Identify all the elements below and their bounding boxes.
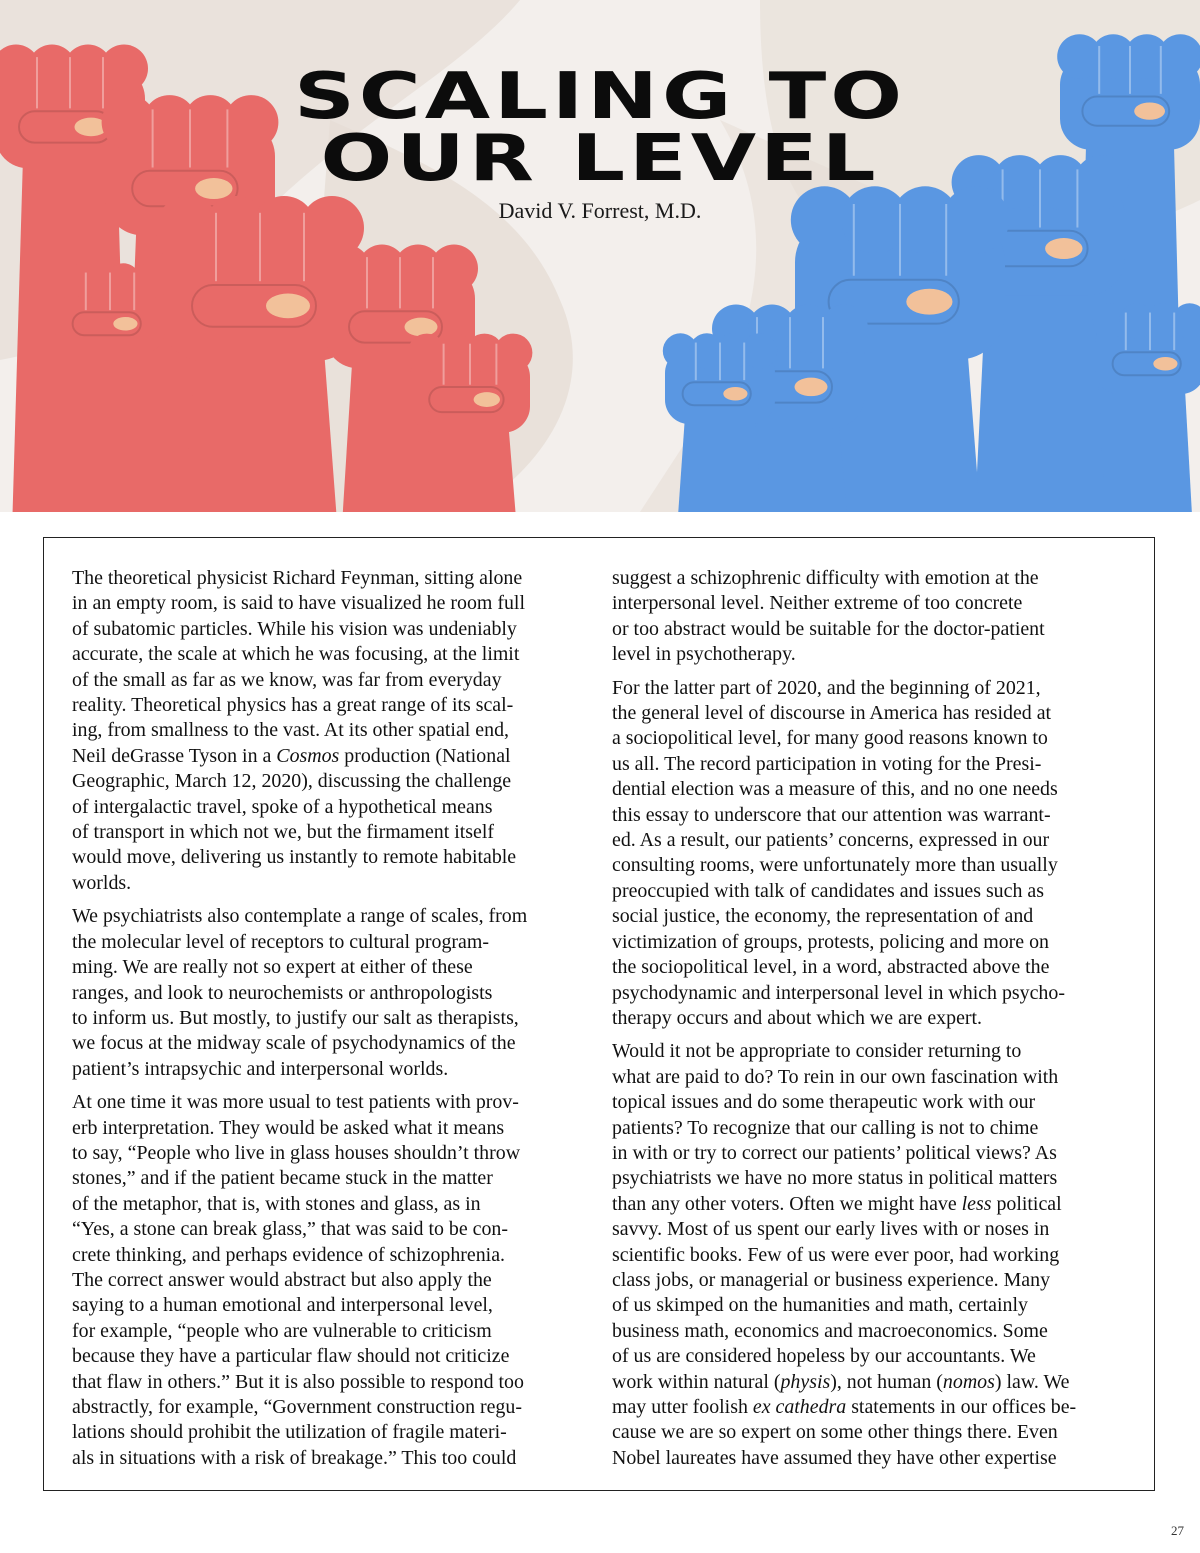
- text-line: consulting rooms, were unfortunately more than usually: [612, 854, 1058, 877]
- text-line: work within natural (physis), not human (nomos) law. We: [612, 1370, 1070, 1393]
- text-line: erb interpretation. They would be asked what it means: [72, 1116, 505, 1139]
- text-line: of subatomic particles. While his vision was undeniably: [72, 617, 517, 640]
- text-line: of us are considered hopeless by our accountants. We: [612, 1345, 1036, 1368]
- text-line: stones,” and if the patient became stuck in the matter: [72, 1167, 493, 1190]
- text-line: For the latter part of 2020, and the beginning of 2021,: [612, 676, 1041, 699]
- text-line: class jobs, or managerial or business experience. Many: [612, 1268, 1051, 1291]
- article-title: [0, 60, 1200, 196]
- left-column: [72, 566, 590, 1479]
- text-line: the molecular level of receptors to cultural program-: [72, 930, 489, 953]
- text-line: als in situations with a risk of breakage.” This too could: [72, 1446, 517, 1469]
- text-line: may utter foolish ex cathedra statements in our offices be-: [612, 1396, 1077, 1418]
- text-line: or too abstract would be suitable for the doctor-patient: [612, 617, 1045, 640]
- text-line: abstractly, for example, “Government construction regu-: [72, 1396, 522, 1418]
- text-line: to inform us. But mostly, to justify our salt as therapists,: [72, 1006, 519, 1029]
- text-line: We psychiatrists also contemplate a range of scales, from: [72, 905, 528, 928]
- text-line: worlds.: [72, 871, 132, 894]
- text-line: level in psychotherapy.: [612, 643, 796, 666]
- text-line: would move, delivering us instantly to remote habitable: [72, 846, 517, 869]
- text-line: reality. Theoretical physics has a great range of its scal-: [72, 694, 514, 717]
- title-line-1: SCALING TO: [294, 60, 906, 134]
- text-line: us all. The record participation in voting for the Presi-: [612, 752, 1042, 775]
- text-line: patients? To recognize that our calling is not to chime: [612, 1116, 1039, 1139]
- text-line: Geographic, March 12, 2020), discussing the challenge: [72, 770, 512, 793]
- text-line: of transport in which not we, but the firmament itself: [72, 821, 495, 844]
- text-line: The correct answer would abstract but also apply the: [72, 1268, 492, 1291]
- text-line: accurate, the scale at which he was focusing, at the limit: [72, 643, 520, 666]
- text-line: At one time it was more usual to test patients with prov-: [72, 1091, 519, 1114]
- text-line: savvy. Most of us spent our early lives with or noses in: [612, 1218, 1050, 1241]
- text-line: in an empty room, is said to have visualized he room full: [72, 592, 525, 615]
- text-line: therapy occurs and about which we are expert.: [612, 1006, 983, 1029]
- text-line: of the metaphor, that is, with stones and glass, as in: [72, 1192, 481, 1215]
- text-line: dential election was a measure of this, and no one needs: [612, 778, 1058, 801]
- text-line: for example, “people who are vulnerable to criticism: [72, 1319, 492, 1342]
- text-line: Would it not be appropriate to consider returning to: [612, 1040, 1022, 1063]
- text-line: Neil deGrasse Tyson in a Cosmos production (National: [72, 744, 511, 767]
- text-line: psychiatrists we have no more status in political matters: [612, 1167, 1058, 1190]
- text-line: that flaw in others.” But it is also possible to respond too: [72, 1370, 524, 1393]
- page-number: 27: [1171, 1523, 1184, 1538]
- text-line: interpersonal level. Neither extreme of too concrete: [612, 592, 1023, 615]
- right-column: [612, 566, 1130, 1479]
- author-byline: David V. Forrest, M.D.: [498, 198, 702, 223]
- hero-illustration: [0, 0, 1200, 512]
- text-line: ranges, and look to neurochemists or anthropologists: [72, 981, 493, 1004]
- text-line: of us skimped on the humanities and math, certainly: [612, 1294, 1028, 1317]
- text-line: patient’s intrapsychic and interpersonal worlds.: [72, 1057, 449, 1080]
- text-line: this essay to underscore that our attention was warrant-: [612, 803, 1051, 826]
- title-line-2: OUR LEVEL: [320, 122, 880, 196]
- text-line: what are paid to do? To rein in our own fascination with: [612, 1065, 1059, 1088]
- text-line: Nobel laureates have assumed they have other expertise: [612, 1446, 1057, 1469]
- text-line: because they have a particular flaw should not criticize: [72, 1345, 510, 1368]
- paragraph: [72, 566, 590, 896]
- paragraph: [612, 566, 1130, 668]
- text-line: the sociopolitical level, in a word, abstracted above the: [612, 956, 1050, 979]
- text-line: preoccupied with talk of candidates and issues such as: [612, 879, 1044, 902]
- text-line: to say, “People who live in glass houses shouldn’t throw: [72, 1141, 521, 1164]
- text-line: topical issues and do some therapeutic work with our: [612, 1091, 1036, 1114]
- text-line: The theoretical physicist Richard Feynman, sitting alone: [72, 567, 523, 589]
- text-line: than any other voters. Often we might have less political: [612, 1192, 1062, 1215]
- text-line: lations should prohibit the utilization of fragile materi-: [72, 1421, 507, 1444]
- text-line: of intergalactic travel, spoke of a hypothetical means: [72, 795, 493, 818]
- text-line: “Yes, a stone can break glass,” that was said to be con-: [72, 1218, 509, 1241]
- text-line: saying to a human emotional and interpersonal level,: [72, 1294, 493, 1317]
- text-line: ming. We are really not so expert at either of these: [72, 956, 473, 979]
- text-line: a sociopolitical level, for many good reasons known to: [612, 727, 1048, 750]
- text-line: the general level of discourse in America has resided at: [612, 702, 1052, 725]
- paragraph: [72, 1090, 590, 1471]
- text-line: scientific books. Few of us were ever poor, had working: [612, 1243, 1060, 1266]
- paragraph: [612, 676, 1130, 1032]
- text-line: crete thinking, and perhaps evidence of schizophrenia.: [72, 1243, 506, 1266]
- text-line: we focus at the midway scale of psychodynamics of the: [72, 1032, 516, 1055]
- text-line: business math, economics and macroeconomics. Some: [612, 1319, 1048, 1342]
- text-line: in with or try to correct our patients’ political views? As: [612, 1141, 1057, 1164]
- text-line: cause we are so expert on some other things there. Even: [612, 1421, 1058, 1444]
- text-line: of the small as far as we know, was far from everyday: [72, 668, 502, 691]
- text-line: victimization of groups, protests, policing and more on: [612, 930, 1049, 953]
- paragraph: [612, 1039, 1130, 1471]
- text-line: social justice, the economy, the representation of and: [612, 905, 1034, 928]
- text-line: ing, from smallness to the vast. At its other spatial end,: [72, 719, 509, 742]
- paragraph: [72, 904, 590, 1082]
- text-line: psychodynamic and interpersonal level in which psycho-: [612, 981, 1065, 1004]
- text-line: ed. As a result, our patients’ concerns, expressed in our: [612, 829, 1050, 852]
- text-line: suggest a schizophrenic difficulty with emotion at the: [612, 567, 1039, 589]
